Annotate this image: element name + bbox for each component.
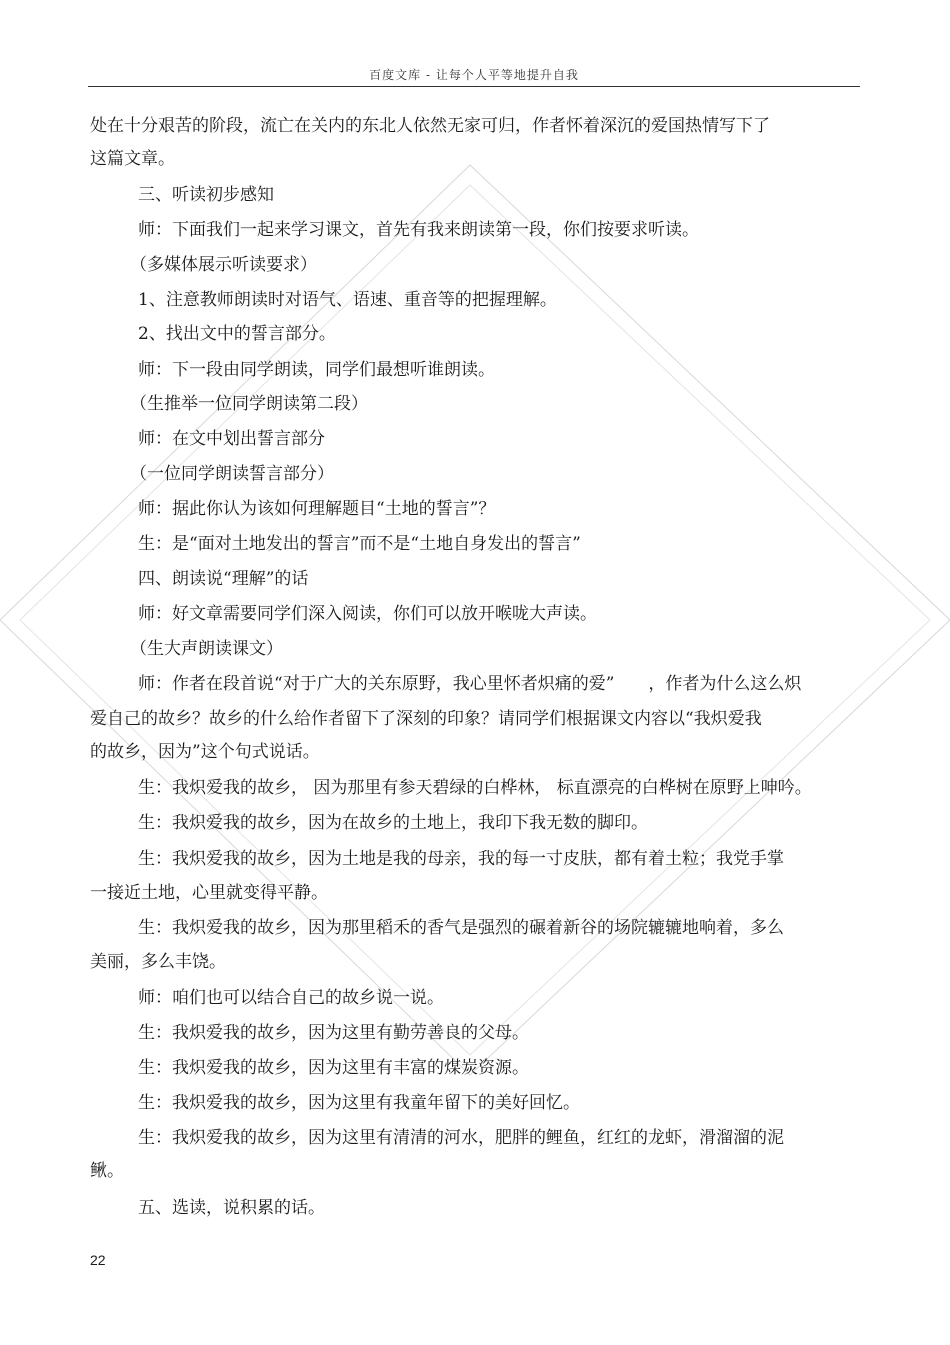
text-line: 生：我炽爱我的故乡，因为那里稻禾的香气是强烈的碾着新谷的场院辘辘地响着，多么 (138, 918, 784, 938)
page-header: 百度文库 - 让每个人平等地提升自我 (369, 68, 579, 82)
text-line: 1、注意教师朗读时对语气、语速、重音等的把握理解。 (138, 290, 557, 310)
text-line: 生：我炽爱我的故乡，因为这里有勤劳善良的父母。 (138, 1023, 529, 1043)
text-line: 师：在文中划出誓言部分 (138, 429, 325, 449)
text-line: 师：好文章需要同学们深入阅读，你们可以放开喉咙大声读。 (138, 604, 597, 624)
text-line: 生：我炽爱我的故乡， 因为那里有参天碧绿的白桦林， 标直漂亮的白桦树在原野上呻吟。 (138, 778, 812, 798)
text-line: 师：作者在段首说“对于广大的关东原野，我心里怀者炽痛的爱” ，作者为什么这么炽 (138, 674, 802, 694)
section-heading: 四、朗读说“理解”的话 (138, 569, 309, 589)
text-line: （生推举一位同学朗读第二段） (130, 394, 368, 414)
text-line: 生：我炽爱我的故乡，因为这里有清清的河水，肥胖的鲤鱼，红红的龙虾，滑溜溜的泥 (138, 1128, 784, 1148)
text-line: 师：下面我们一起来学习课文，首先有我来朗读第一段，你们按要求听读。 (138, 220, 699, 240)
text-line: 生：我炽爱我的故乡，因为土地是我的母亲，我的每一寸皮肤，都有着土粒；我党手掌 (138, 849, 784, 869)
page-number: 22 (90, 1252, 106, 1268)
text-line: （多媒体展示听读要求） (130, 255, 317, 275)
text-line: 生：是“面对土地发出的誓言”而不是“土地自身发出的誓言” (138, 534, 581, 554)
text-line: 这篇文章。 (90, 149, 175, 169)
text-line: （一位同学朗读誓言部分） (130, 464, 334, 484)
text-line: （生大声朗读课文） (130, 639, 283, 659)
text-line: 2、找出文中的誓言部分。 (138, 324, 336, 344)
text-line: 师：据此你认为该如何理解题目“土地的誓言”？ (138, 499, 496, 519)
text-line: 师：咱们也可以结合自己的故乡说一说。 (138, 988, 444, 1008)
text-line: 爱自己的故乡？故乡的什么给作者留下了深刻的印象？请同学们根据课文内容以“我炽爱我 (90, 709, 762, 729)
text-line: 美丽，多么丰饶。 (90, 952, 226, 972)
text-line: 的故乡，因为”这个句式说话。 (90, 742, 320, 762)
text-line: 一接近土地，心里就变得平静。 (90, 883, 328, 903)
header-rule (88, 86, 860, 87)
section-heading: 五、选读，说积累的话。 (138, 1198, 325, 1218)
text-line: 师：下一段由同学朗读，同学们最想听谁朗读。 (138, 360, 495, 380)
text-line: 处在十分艰苦的阶段，流亡在关内的东北人依然无家可归，作者怀着深沉的爱国热情写下了 (90, 116, 770, 136)
text-line: 生：我炽爱我的故乡，因为这里有丰富的煤炭资源。 (138, 1058, 529, 1078)
text-line: 生：我炽爱我的故乡，因为这里有我童年留下的美好回忆。 (138, 1093, 580, 1113)
text-line: 鳅。 (90, 1161, 124, 1181)
section-heading: 三、听读初步感知 (138, 185, 274, 205)
text-line: 生：我炽爱我的故乡，因为在故乡的土地上，我印下我无数的脚印。 (138, 813, 648, 833)
